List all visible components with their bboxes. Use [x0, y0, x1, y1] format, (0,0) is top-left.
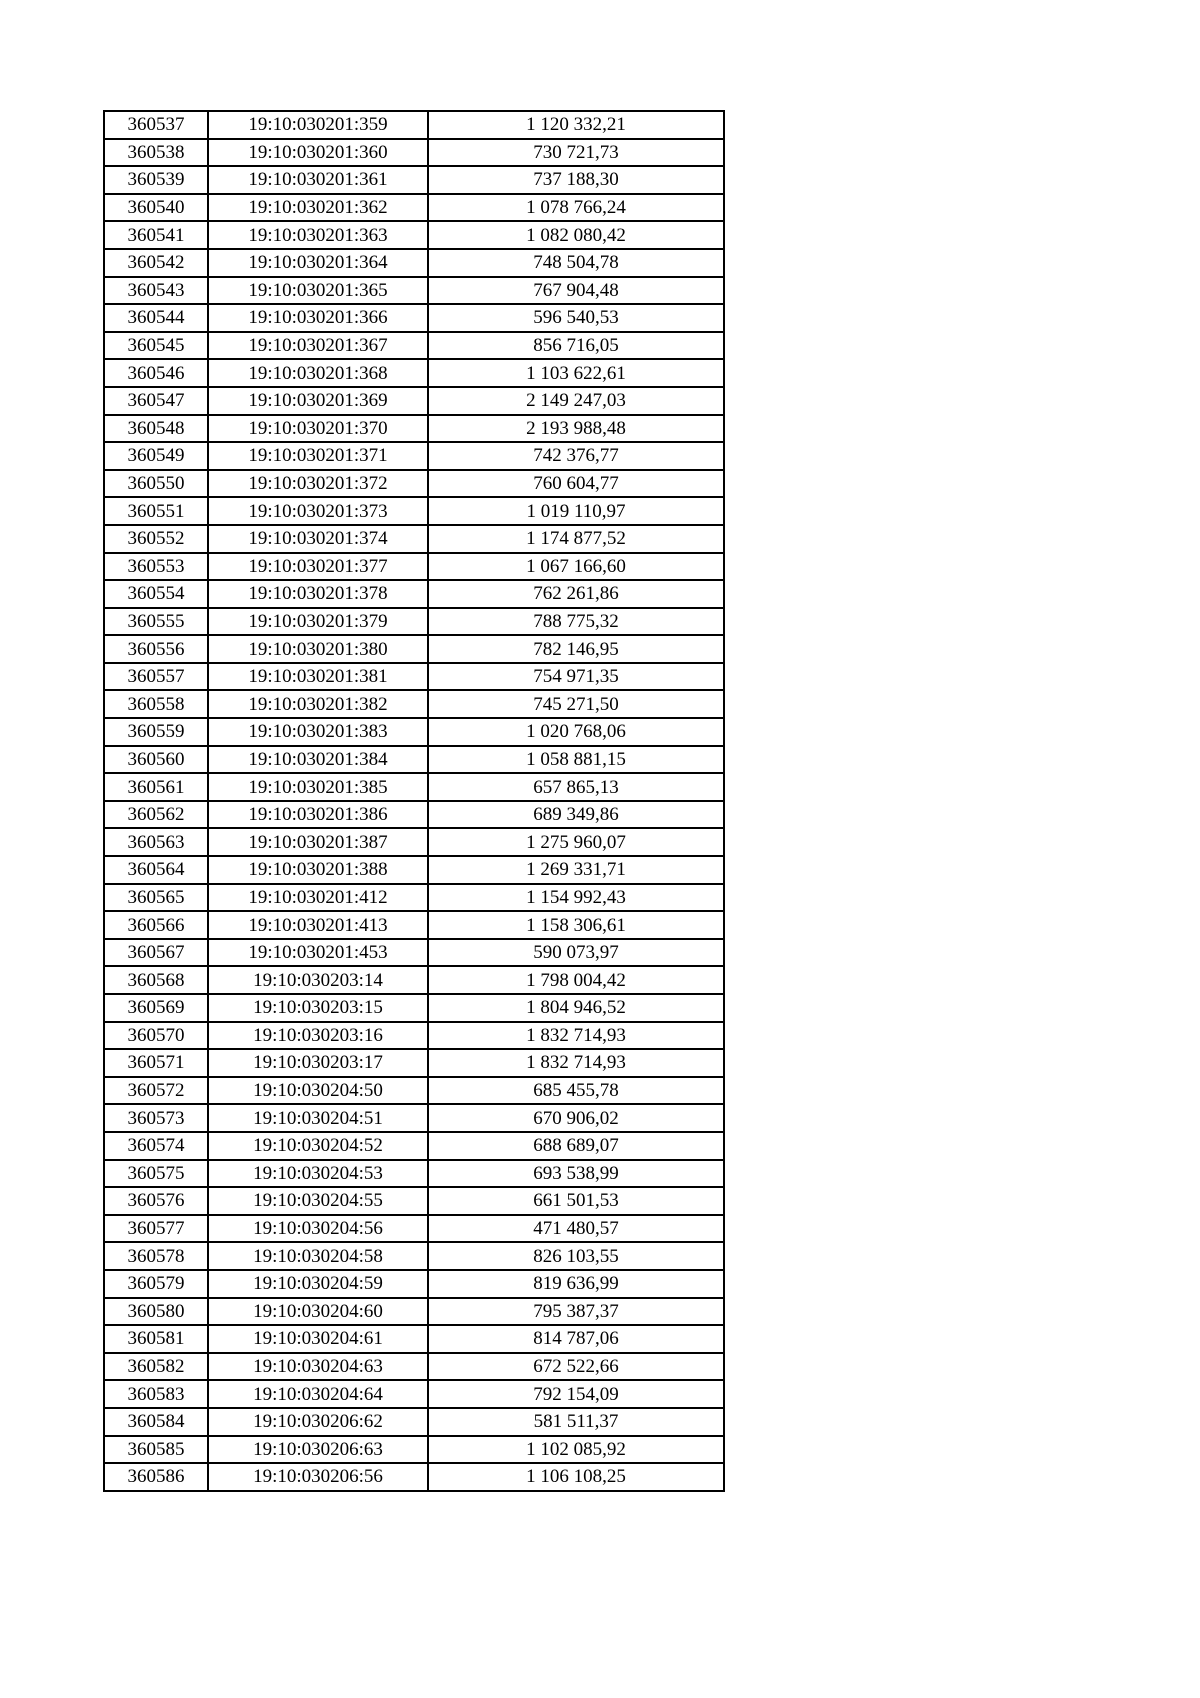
cell-value: 767 904,48: [428, 277, 724, 305]
table-row: [104, 442, 724, 470]
cell-value: 814 787,06: [428, 1325, 724, 1353]
cell-cadastral-number: 19:10:030204:56: [208, 1215, 428, 1243]
table-row: [104, 387, 724, 415]
data-table: [103, 110, 725, 1492]
table-row: [104, 111, 724, 139]
cell-number: 360542: [104, 249, 208, 277]
table-row: [104, 718, 724, 746]
table-row: [104, 1408, 724, 1436]
cell-cadastral-number: 19:10:030201:362: [208, 194, 428, 222]
cell-number: 360583: [104, 1380, 208, 1408]
cell-cadastral-number: 19:10:030201:386: [208, 801, 428, 829]
cell-cadastral-number: 19:10:030204:59: [208, 1270, 428, 1298]
cell-cadastral-number: 19:10:030201:369: [208, 387, 428, 415]
table-row: [104, 1132, 724, 1160]
table-row: [104, 166, 724, 194]
table-row: [104, 415, 724, 443]
cell-number: 360580: [104, 1298, 208, 1326]
cell-number: 360544: [104, 304, 208, 332]
cell-cadastral-number: 19:10:030201:453: [208, 939, 428, 967]
cell-cadastral-number: 19:10:030201:380: [208, 635, 428, 663]
cell-value: 856 716,05: [428, 332, 724, 360]
cell-number: 360568: [104, 966, 208, 994]
cell-cadastral-number: 19:10:030203:14: [208, 966, 428, 994]
cell-value: 745 271,50: [428, 690, 724, 718]
cell-cadastral-number: 19:10:030201:412: [208, 884, 428, 912]
cell-number: 360575: [104, 1160, 208, 1188]
cell-cadastral-number: 19:10:030204:50: [208, 1077, 428, 1105]
cell-value: 737 188,30: [428, 166, 724, 194]
cell-cadastral-number: 19:10:030204:53: [208, 1160, 428, 1188]
cell-value: 596 540,53: [428, 304, 724, 332]
table-row: [104, 1215, 724, 1243]
cell-number: 360578: [104, 1242, 208, 1270]
cell-cadastral-number: 19:10:030201:387: [208, 828, 428, 856]
table-row: [104, 966, 724, 994]
cell-number: 360564: [104, 856, 208, 884]
cell-value: 590 073,97: [428, 939, 724, 967]
cell-number: 360579: [104, 1270, 208, 1298]
cell-number: 360586: [104, 1463, 208, 1491]
table-row: [104, 553, 724, 581]
cell-number: 360541: [104, 221, 208, 249]
table-row: [104, 1436, 724, 1464]
table-row: [104, 304, 724, 332]
table-row: [104, 1298, 724, 1326]
cell-value: 661 501,53: [428, 1187, 724, 1215]
table-row: [104, 194, 724, 222]
cell-value: 1 154 992,43: [428, 884, 724, 912]
cell-cadastral-number: 19:10:030201:359: [208, 111, 428, 139]
table-row: [104, 1022, 724, 1050]
table-row: [104, 773, 724, 801]
cell-number: 360581: [104, 1325, 208, 1353]
cell-number: 360573: [104, 1104, 208, 1132]
table-row: [104, 525, 724, 553]
cell-value: 672 522,66: [428, 1353, 724, 1381]
cell-cadastral-number: 19:10:030201:388: [208, 856, 428, 884]
cell-number: 360540: [104, 194, 208, 222]
cell-cadastral-number: 19:10:030204:60: [208, 1298, 428, 1326]
cell-cadastral-number: 19:10:030203:16: [208, 1022, 428, 1050]
cell-cadastral-number: 19:10:030201:384: [208, 746, 428, 774]
table-row: [104, 249, 724, 277]
cell-number: 360567: [104, 939, 208, 967]
cell-number: 360545: [104, 332, 208, 360]
cell-value: 762 261,86: [428, 580, 724, 608]
cell-value: 1 832 714,93: [428, 1022, 724, 1050]
cell-cadastral-number: 19:10:030201:413: [208, 911, 428, 939]
cell-cadastral-number: 19:10:030201:374: [208, 525, 428, 553]
cell-cadastral-number: 19:10:030204:55: [208, 1187, 428, 1215]
table-row: [104, 1160, 724, 1188]
table-row: [104, 332, 724, 360]
table-row: [104, 1049, 724, 1077]
table-row: [104, 277, 724, 305]
cell-cadastral-number: 19:10:030201:373: [208, 497, 428, 525]
table-row: [104, 497, 724, 525]
cell-cadastral-number: 19:10:030201:379: [208, 608, 428, 636]
table-row: [104, 1353, 724, 1381]
cell-number: 360566: [104, 911, 208, 939]
cell-cadastral-number: 19:10:030201:383: [208, 718, 428, 746]
table-row: [104, 746, 724, 774]
cell-cadastral-number: 19:10:030201:371: [208, 442, 428, 470]
cell-cadastral-number: 19:10:030201:367: [208, 332, 428, 360]
table-row: [104, 828, 724, 856]
cell-value: 819 636,99: [428, 1270, 724, 1298]
cell-cadastral-number: 19:10:030204:64: [208, 1380, 428, 1408]
cell-value: 1 804 946,52: [428, 994, 724, 1022]
cell-number: 360562: [104, 801, 208, 829]
table-row: [104, 359, 724, 387]
cell-number: 360574: [104, 1132, 208, 1160]
cell-value: 826 103,55: [428, 1242, 724, 1270]
cell-number: 360582: [104, 1353, 208, 1381]
cell-number: 360571: [104, 1049, 208, 1077]
cell-value: 693 538,99: [428, 1160, 724, 1188]
cell-cadastral-number: 19:10:030204:52: [208, 1132, 428, 1160]
table-row: [104, 1380, 724, 1408]
table-row: [104, 663, 724, 691]
cell-number: 360577: [104, 1215, 208, 1243]
cell-value: 2 149 247,03: [428, 387, 724, 415]
cell-value: 471 480,57: [428, 1215, 724, 1243]
cell-number: 360543: [104, 277, 208, 305]
cell-cadastral-number: 19:10:030201:364: [208, 249, 428, 277]
cell-number: 360561: [104, 773, 208, 801]
table-row: [104, 856, 724, 884]
cell-cadastral-number: 19:10:030204:51: [208, 1104, 428, 1132]
cell-value: 792 154,09: [428, 1380, 724, 1408]
table-row: [104, 1463, 724, 1491]
cell-value: 1 020 768,06: [428, 718, 724, 746]
cell-number: 360546: [104, 359, 208, 387]
cell-value: 670 906,02: [428, 1104, 724, 1132]
cell-number: 360572: [104, 1077, 208, 1105]
cell-cadastral-number: 19:10:030201:368: [208, 359, 428, 387]
cell-cadastral-number: 19:10:030206:62: [208, 1408, 428, 1436]
cell-cadastral-number: 19:10:030201:363: [208, 221, 428, 249]
cell-cadastral-number: 19:10:030201:381: [208, 663, 428, 691]
cell-value: 1 082 080,42: [428, 221, 724, 249]
table-row: [104, 801, 724, 829]
cell-cadastral-number: 19:10:030201:361: [208, 166, 428, 194]
cell-cadastral-number: 19:10:030201:377: [208, 553, 428, 581]
cell-cadastral-number: 19:10:030201:385: [208, 773, 428, 801]
table-row: [104, 884, 724, 912]
cell-value: 1 078 766,24: [428, 194, 724, 222]
cell-cadastral-number: 19:10:030201:366: [208, 304, 428, 332]
cell-cadastral-number: 19:10:030206:56: [208, 1463, 428, 1491]
cell-value: 1 103 622,61: [428, 359, 724, 387]
cell-value: 1 058 881,15: [428, 746, 724, 774]
cell-value: 1 019 110,97: [428, 497, 724, 525]
cell-number: 360537: [104, 111, 208, 139]
table-row: [104, 939, 724, 967]
cell-number: 360558: [104, 690, 208, 718]
cell-number: 360569: [104, 994, 208, 1022]
table-row: [104, 690, 724, 718]
cell-number: 360550: [104, 470, 208, 498]
cell-number: 360547: [104, 387, 208, 415]
cell-cadastral-number: 19:10:030201:382: [208, 690, 428, 718]
cell-number: 360576: [104, 1187, 208, 1215]
cell-number: 360538: [104, 139, 208, 167]
table-row: [104, 608, 724, 636]
cell-number: 360584: [104, 1408, 208, 1436]
table-row: [104, 139, 724, 167]
cell-value: 1 798 004,42: [428, 966, 724, 994]
cell-value: 1 832 714,93: [428, 1049, 724, 1077]
cell-value: 581 511,37: [428, 1408, 724, 1436]
cell-number: 360554: [104, 580, 208, 608]
table-row: [104, 580, 724, 608]
cell-value: 754 971,35: [428, 663, 724, 691]
cell-number: 360548: [104, 415, 208, 443]
cell-value: 1 269 331,71: [428, 856, 724, 884]
cell-cadastral-number: 19:10:030204:58: [208, 1242, 428, 1270]
cell-cadastral-number: 19:10:030206:63: [208, 1436, 428, 1464]
table-row: [104, 1187, 724, 1215]
cell-number: 360556: [104, 635, 208, 663]
cell-cadastral-number: 19:10:030201:372: [208, 470, 428, 498]
cell-value: 2 193 988,48: [428, 415, 724, 443]
cell-number: 360563: [104, 828, 208, 856]
cell-value: 760 604,77: [428, 470, 724, 498]
table-row: [104, 221, 724, 249]
cell-number: 360552: [104, 525, 208, 553]
cell-value: 788 775,32: [428, 608, 724, 636]
cell-value: 689 349,86: [428, 801, 724, 829]
cell-number: 360551: [104, 497, 208, 525]
table-row: [104, 1325, 724, 1353]
cell-value: 1 120 332,21: [428, 111, 724, 139]
cell-value: 688 689,07: [428, 1132, 724, 1160]
cell-value: 1 106 108,25: [428, 1463, 724, 1491]
cell-number: 360555: [104, 608, 208, 636]
table-row: [104, 1270, 724, 1298]
cell-cadastral-number: 19:10:030204:61: [208, 1325, 428, 1353]
cell-value: 1 067 166,60: [428, 553, 724, 581]
cell-cadastral-number: 19:10:030201:365: [208, 277, 428, 305]
cell-number: 360549: [104, 442, 208, 470]
cell-cadastral-number: 19:10:030201:360: [208, 139, 428, 167]
cell-cadastral-number: 19:10:030201:370: [208, 415, 428, 443]
cell-value: 1 158 306,61: [428, 911, 724, 939]
table-row: [104, 1104, 724, 1132]
cell-value: 795 387,37: [428, 1298, 724, 1326]
cell-value: 1 275 960,07: [428, 828, 724, 856]
cell-value: 1 174 877,52: [428, 525, 724, 553]
cell-value: 730 721,73: [428, 139, 724, 167]
cell-number: 360560: [104, 746, 208, 774]
cell-number: 360570: [104, 1022, 208, 1050]
table-row: [104, 1242, 724, 1270]
cell-number: 360585: [104, 1436, 208, 1464]
cell-number: 360553: [104, 553, 208, 581]
cell-value: 748 504,78: [428, 249, 724, 277]
cell-value: 782 146,95: [428, 635, 724, 663]
cell-number: 360557: [104, 663, 208, 691]
cell-cadastral-number: 19:10:030203:15: [208, 994, 428, 1022]
table-row: [104, 635, 724, 663]
cell-value: 657 865,13: [428, 773, 724, 801]
cell-number: 360565: [104, 884, 208, 912]
cell-number: 360559: [104, 718, 208, 746]
table-row: [104, 994, 724, 1022]
table-body: [104, 111, 724, 1491]
cell-value: 685 455,78: [428, 1077, 724, 1105]
table-row: [104, 470, 724, 498]
table-row: [104, 1077, 724, 1105]
table-row: [104, 911, 724, 939]
cell-value: 1 102 085,92: [428, 1436, 724, 1464]
cell-cadastral-number: 19:10:030203:17: [208, 1049, 428, 1077]
cell-number: 360539: [104, 166, 208, 194]
cell-value: 742 376,77: [428, 442, 724, 470]
cell-cadastral-number: 19:10:030204:63: [208, 1353, 428, 1381]
cell-cadastral-number: 19:10:030201:378: [208, 580, 428, 608]
